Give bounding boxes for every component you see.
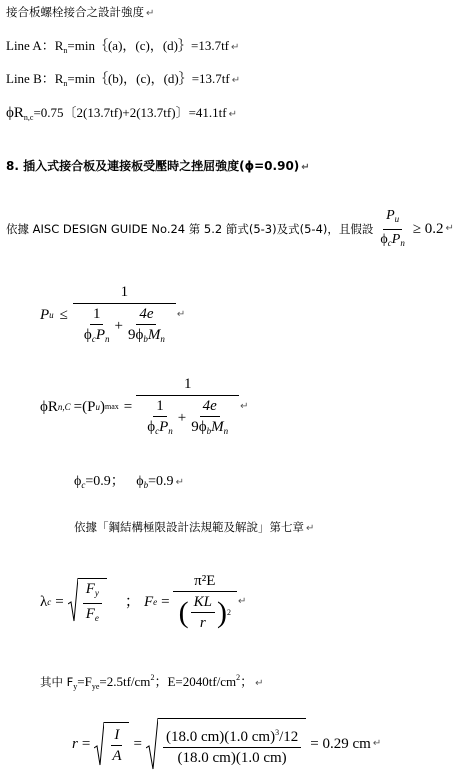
section-8-heading: 8. 插入式接合板及連接板受壓時之挫屈強度(ϕ=0.90) ↵ — [6, 159, 310, 173]
formula-radius-of-gyration: r = $\frac{I}{A}$ = $\frac{(18.0 cm)(1.0 cm)^3/12}{(18.0 cm)(1.0 cm)}$ = 0.29 cm ↵ — [72, 712, 381, 776]
heading-bolt-strength: 接合板螺栓接合之設計強度 ↵ — [6, 5, 155, 19]
line-b-equation: Line B：$R_n=\min\{(b)$，(c)，(d)｝=13.7tf ↵ — [6, 71, 241, 88]
phi-values-line: $\phi_c=0.9$； $\phi_b=0.9$ ↵ — [74, 474, 184, 490]
aisc-reference-line: 依據 AISC DESIGN GUIDE No.24 第 5.2 節式(5-3)及式(5-4)，且假設 $\frac{P_u}{\phi_cP_n}$ ≥ 0.2 ↵ — [6, 206, 454, 252]
radical-sign-icon — [68, 578, 78, 622]
sqrt-fy-fe: $\frac{F_y}{F_e}$ — [68, 578, 107, 626]
pu-over-phic-pn-fraction: $\frac{P_u}{\phi_cP_n}$ — [380, 207, 405, 248]
radical-sign-icon — [146, 718, 158, 770]
formula-pu-interaction: P u ≤ 1 $\frac{1}{\phi_cP_n}$ + $\frac{4e}{9\phi_bM_n}$ ↵ — [40, 280, 185, 350]
steel-code-reference: 依據「鋼結構極限設計法規範及解說」第七章 ↵ — [74, 520, 315, 534]
material-constants-line: 其中 $F_y=F_{ye}=2.5tf/cm^2$；$E=2040tf/cm^2$； ↵ — [40, 673, 264, 691]
formula-lambda-c: λ c = $\frac{F_y}{F_e}$ ； F e = π²E ( $\frac{KL}{r}$ ) 2 ↵ — [40, 573, 247, 631]
radical-sign-icon — [94, 722, 104, 766]
interaction-fraction: 1 $\frac{1}{\phi_cP_n}$ + $\frac{4e}{9\phi_bM_n}$ — [76, 284, 173, 347]
formula-phi-rnc: ϕR n,C =(P u ) max = 1 $\frac{1}{\phi_cP_n}$ + $\frac{4e}{9\phi_bM_n}$ ↵ — [40, 375, 249, 436]
line-a-equation: Line A：$R_n=\min\{(a)$，(c)，(d)｝=13.7tf ↵ — [6, 38, 240, 55]
phi-rnc-equation: $\phi R_{n,c}=0.75$〔2(13.7tf)+2(13.7tf)〕=41.1tf ↵ — [6, 105, 237, 122]
